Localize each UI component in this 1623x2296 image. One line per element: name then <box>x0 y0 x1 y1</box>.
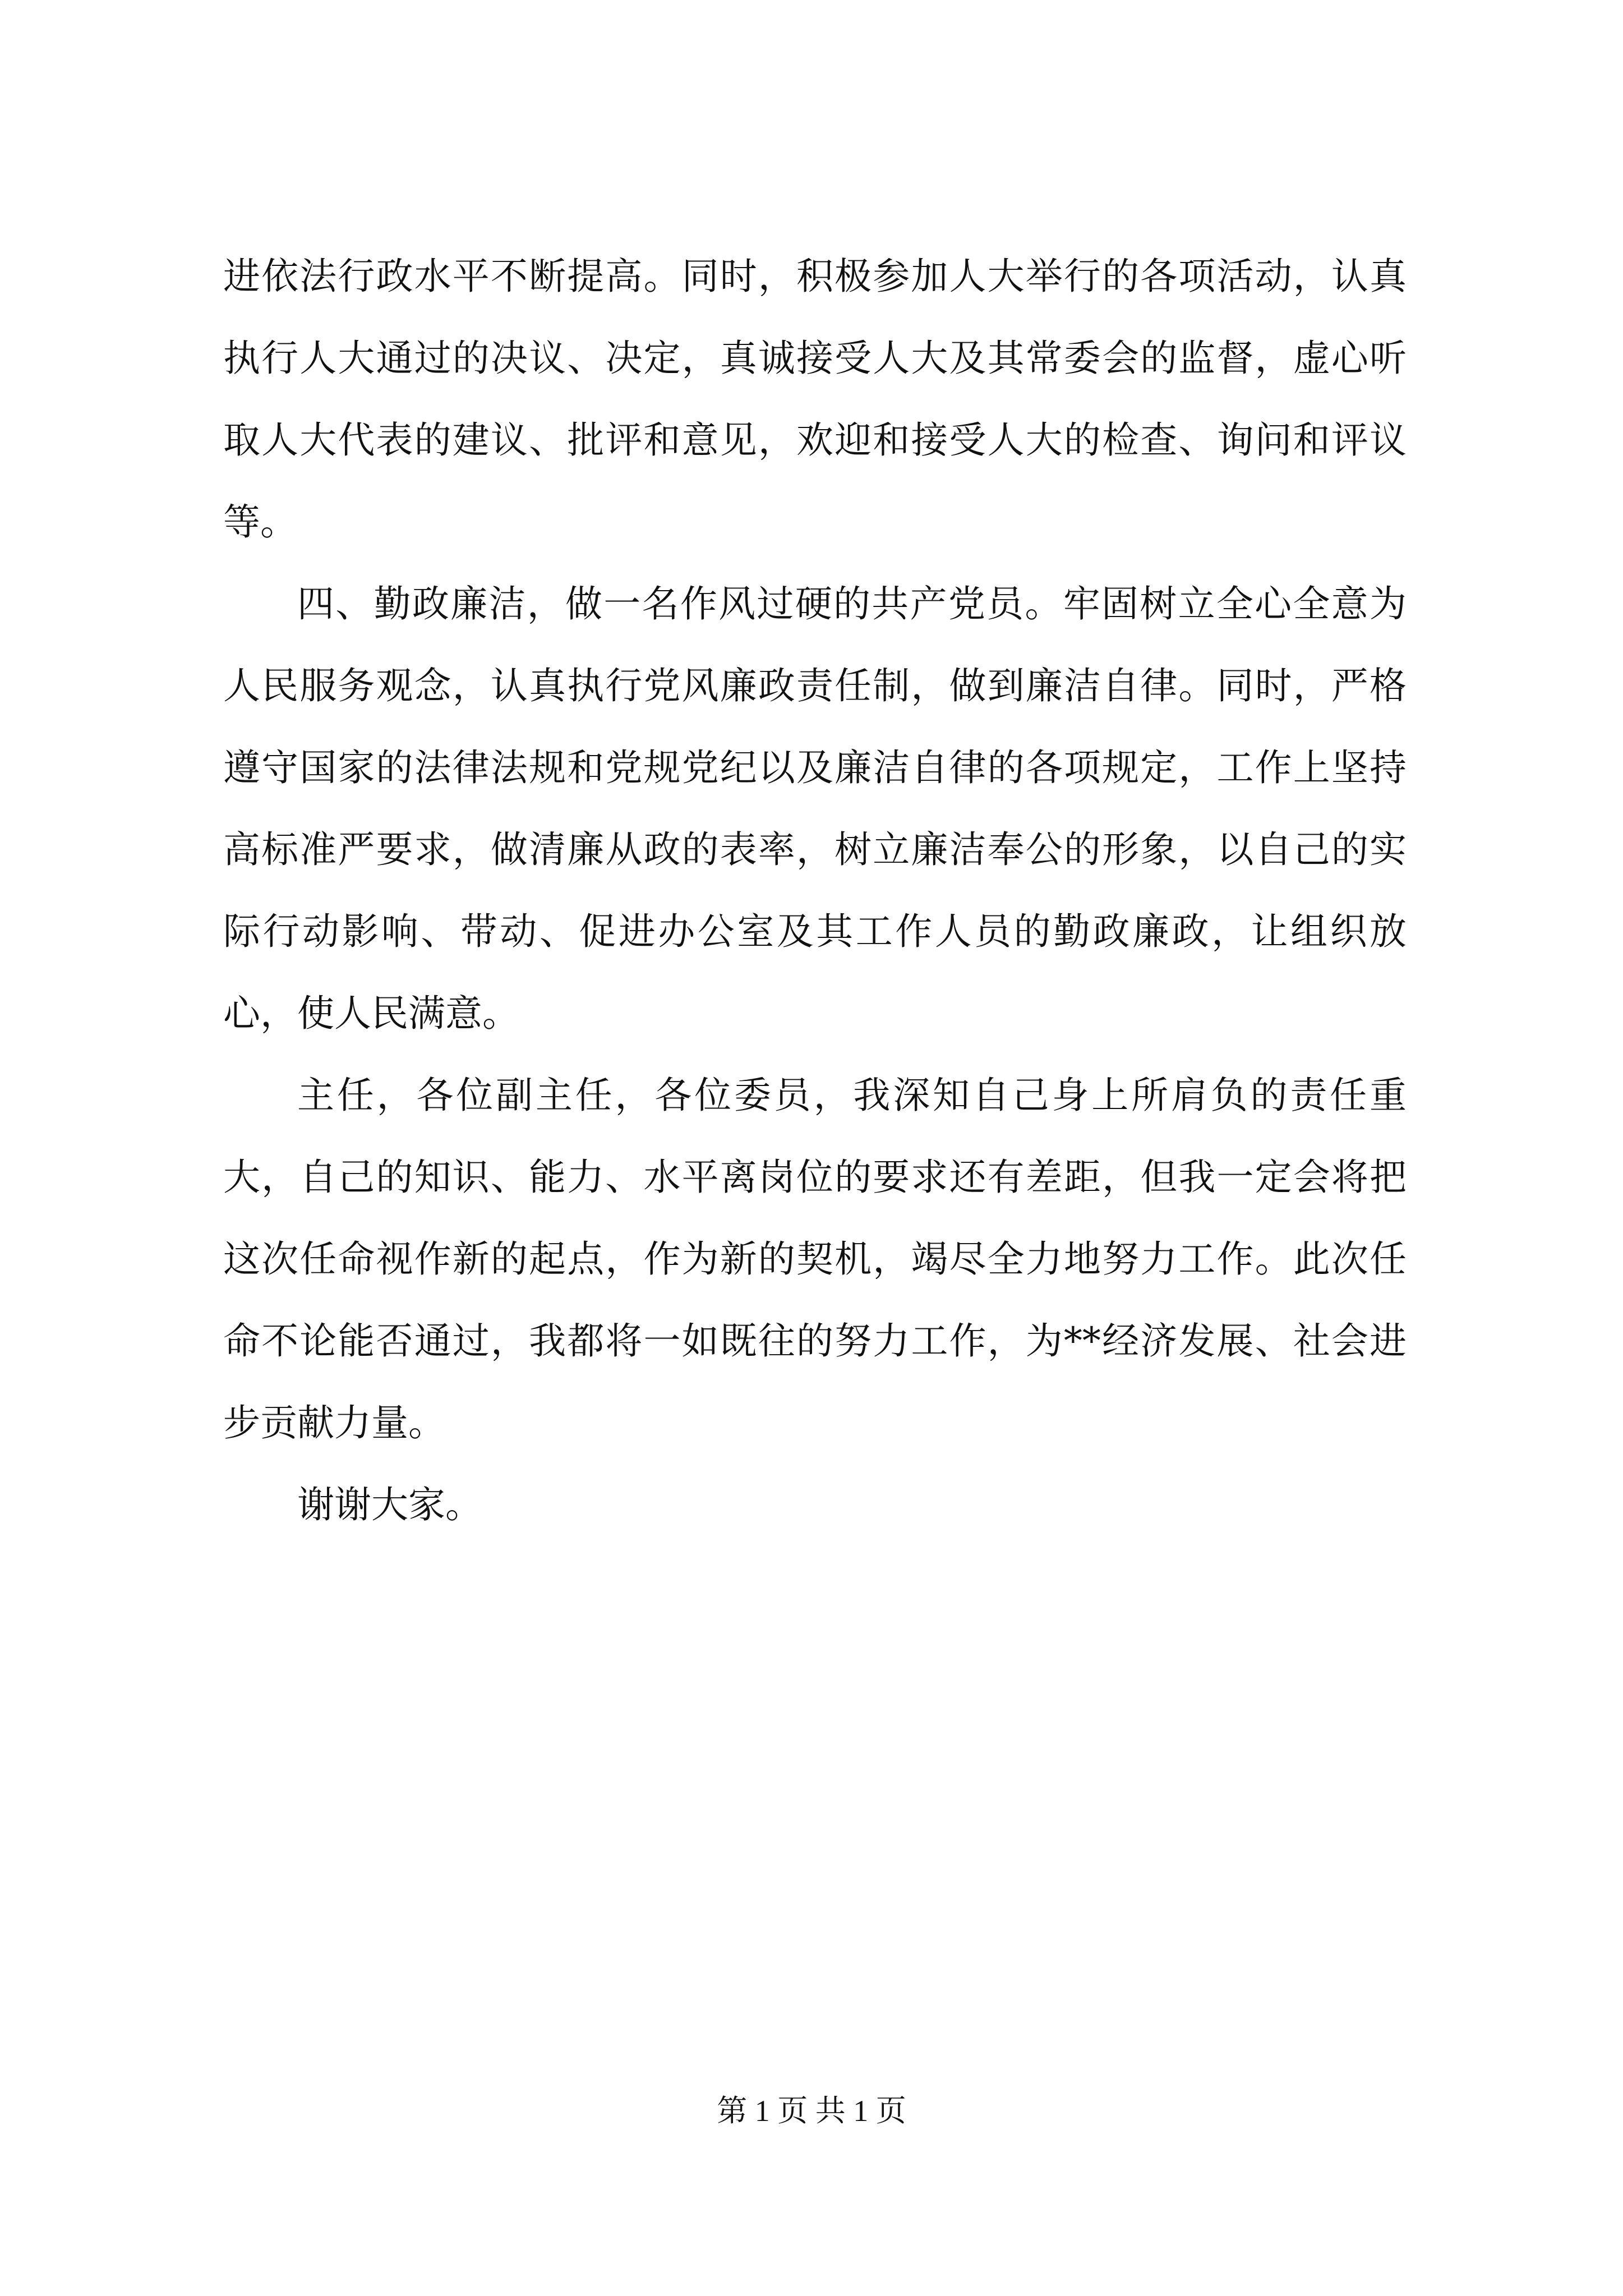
paragraph-section-four: 四、勤政廉洁，做一名作风过硬的共产党员。牢固树立全心全意为人民服务观念，认真执行党风廉政责任制，做到廉洁自律。同时，严格遵守国家的法律法规和党规党纪以及廉洁自律的各项规定，工作上坚持高标准严要求，做清廉从政的表率，树立廉洁奉公的形象，以自己的实际行动影响、带动、促进办公室及其工作人员的勤政廉政，让组织放心，使人民满意。 <box>223 582 1407 1035</box>
paragraph-closing-statement: 主任，各位副主任，各位委员，我深知自己身上所肩负的责任重大，自己的知识、能力、水平离岗位的要求还有差距，但我一定会将把这次任命视作新的起点，作为新的契机，竭尽全力地努力工作。此次任命不论能否通过，我都将一如既往的努力工作，为**经济发展、社会进步贡献力量。 <box>223 1074 1407 1444</box>
paragraph-thanks: 谢谢大家。 <box>297 1483 482 1526</box>
document-body <box>223 236 1407 1546</box>
paragraph-continuation: 进依法行政水平不断提高。同时，积极参加人大举行的各项活动，认真执行人大通过的决议、决定，真诚接受人大及其常委会的监督，虚心听取人大代表的建议、批评和意见，欢迎和接受人大的检查、询问和评议等。 <box>223 255 1407 544</box>
page-footer: 第 1 页 共 1 页 <box>717 2094 906 2128</box>
